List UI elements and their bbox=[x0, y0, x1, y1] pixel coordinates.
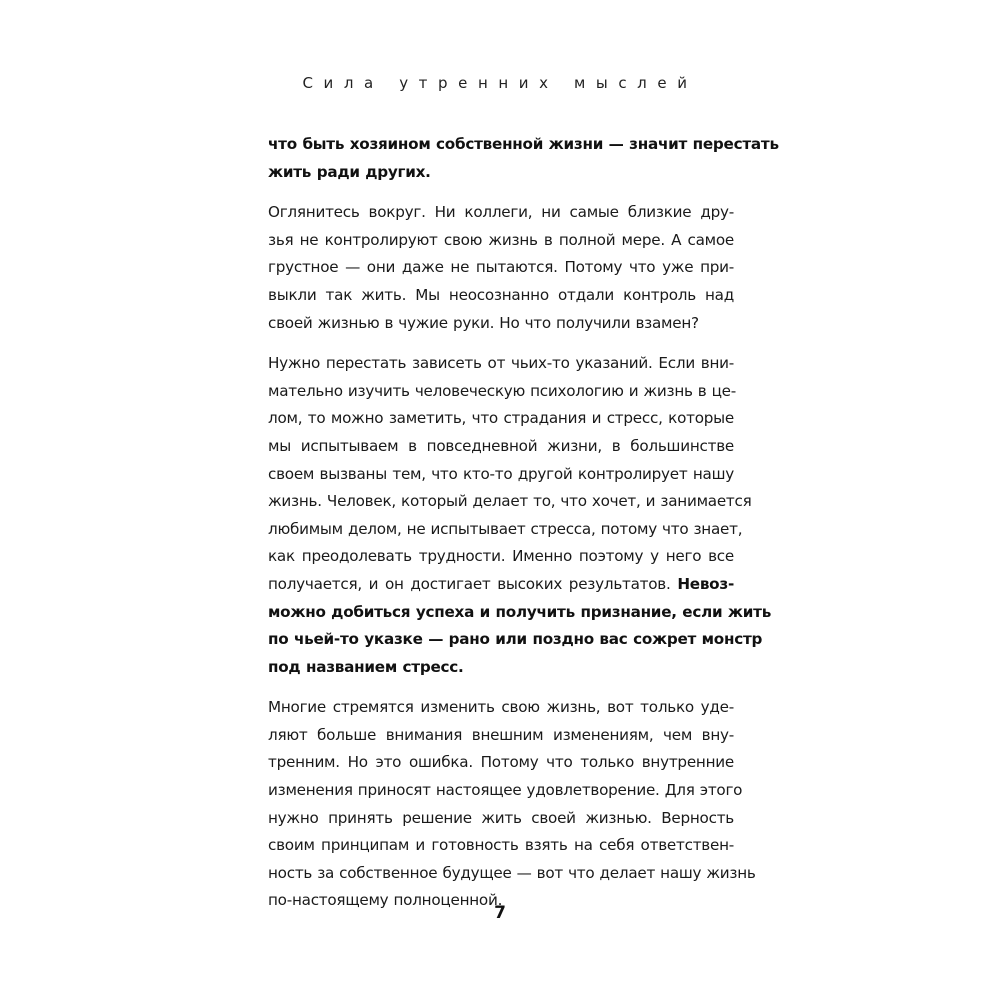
body-text-run: лом, то можно заметить, что страдания и стресс, которые bbox=[268, 409, 734, 428]
text-line bbox=[268, 254, 734, 282]
body-text-run: получается, и он достигает высоких результатов. bbox=[268, 574, 678, 593]
body-text-run: своей жизнью в чужие руки. Но что получили взамен? bbox=[268, 313, 699, 332]
text-line bbox=[268, 488, 752, 516]
text-line bbox=[268, 832, 734, 860]
body-text bbox=[268, 131, 779, 928]
emphasis-text: можно добиться успеха и получить признание, если жить bbox=[268, 602, 772, 621]
paragraph bbox=[268, 199, 734, 337]
body-text-run: нужно принять решение жить своей жизнью. Верность bbox=[268, 808, 734, 827]
emphasis-text: что быть хозяином собственной жизни — значит перестать bbox=[268, 135, 779, 153]
body-text-run: изменения приносят настоящее удовлетворение. Для этого bbox=[268, 781, 743, 800]
body-text-run: по-настоящему полноценной. bbox=[268, 891, 503, 910]
text-line bbox=[268, 461, 734, 489]
text-line bbox=[268, 405, 734, 433]
body-text-run: мательно изучить человеческую психологию и жизнь в це- bbox=[268, 381, 736, 400]
text-line bbox=[268, 749, 734, 777]
text-line bbox=[268, 694, 734, 722]
text-line bbox=[268, 159, 734, 187]
running-head: Сила утренних мыслей bbox=[302, 74, 698, 92]
text-line bbox=[268, 722, 734, 750]
text-line bbox=[268, 654, 734, 682]
text-line bbox=[268, 860, 756, 888]
emphasis-text: по чьей-то указке — рано или поздно вас сожрет монстр bbox=[268, 630, 763, 649]
text-line bbox=[268, 227, 734, 255]
emphasis-text: жить ради других. bbox=[268, 162, 431, 181]
body-text-run: как преодолевать трудности. Именно поэтому у него все bbox=[268, 547, 734, 566]
text-line bbox=[268, 378, 734, 406]
text-line bbox=[268, 199, 734, 227]
text-line bbox=[268, 571, 734, 599]
paragraph bbox=[268, 131, 779, 186]
text-line bbox=[268, 433, 734, 461]
text-line bbox=[268, 516, 743, 544]
body-text-run: зья не контролируют свою жизнь в полной мере. А самое bbox=[268, 230, 734, 249]
body-text-run: жизнь. Человек, который делает то, что хочет, и занимается bbox=[268, 492, 752, 511]
body-text-run: Нужно перестать зависеть от чьих-то указаний. Если вни- bbox=[268, 354, 734, 373]
text-line bbox=[268, 626, 763, 654]
body-text-run: мы испытываем в повседневной жизни, в большинстве bbox=[268, 436, 734, 455]
body-text-run: Оглянитесь вокруг. Ни коллеги, ни самые близкие дру- bbox=[268, 203, 734, 222]
text-line bbox=[268, 805, 734, 833]
body-text-run: любимым делом, не испытывает стресса, потому что знает, bbox=[268, 519, 743, 538]
text-line bbox=[268, 777, 743, 805]
emphasis-text: Невоз- bbox=[677, 574, 734, 593]
body-text-run: своем вызваны тем, что кто-то другой контролирует нашу bbox=[268, 464, 734, 483]
text-line bbox=[268, 599, 772, 627]
text-line bbox=[268, 282, 734, 310]
emphasis-text: под названием стресс. bbox=[268, 657, 464, 676]
page-number: 7 bbox=[494, 903, 506, 923]
paragraph bbox=[268, 350, 772, 681]
text-line bbox=[268, 543, 734, 571]
body-text-run: ляют больше внимания внешним изменениям, чем вну- bbox=[268, 725, 734, 744]
body-text-run: грустное — они даже не пытаются. Потому что уже при- bbox=[268, 258, 734, 277]
text-line bbox=[268, 310, 734, 338]
paragraph bbox=[268, 694, 756, 915]
body-text-run: тренним. Но это ошибка. Потому что только внутренние bbox=[268, 753, 734, 772]
body-text-run: Многие стремятся изменить свою жизнь, вот только уде- bbox=[268, 698, 734, 717]
text-line bbox=[268, 131, 779, 159]
body-text-run: ность за собственное будущее — вот что делает нашу жизнь bbox=[268, 863, 756, 882]
body-text-run: выкли так жить. Мы неосознанно отдали контроль над bbox=[268, 285, 734, 304]
body-text-run: своим принципам и готовность взять на себя ответствен- bbox=[268, 836, 734, 855]
text-line bbox=[268, 350, 734, 378]
